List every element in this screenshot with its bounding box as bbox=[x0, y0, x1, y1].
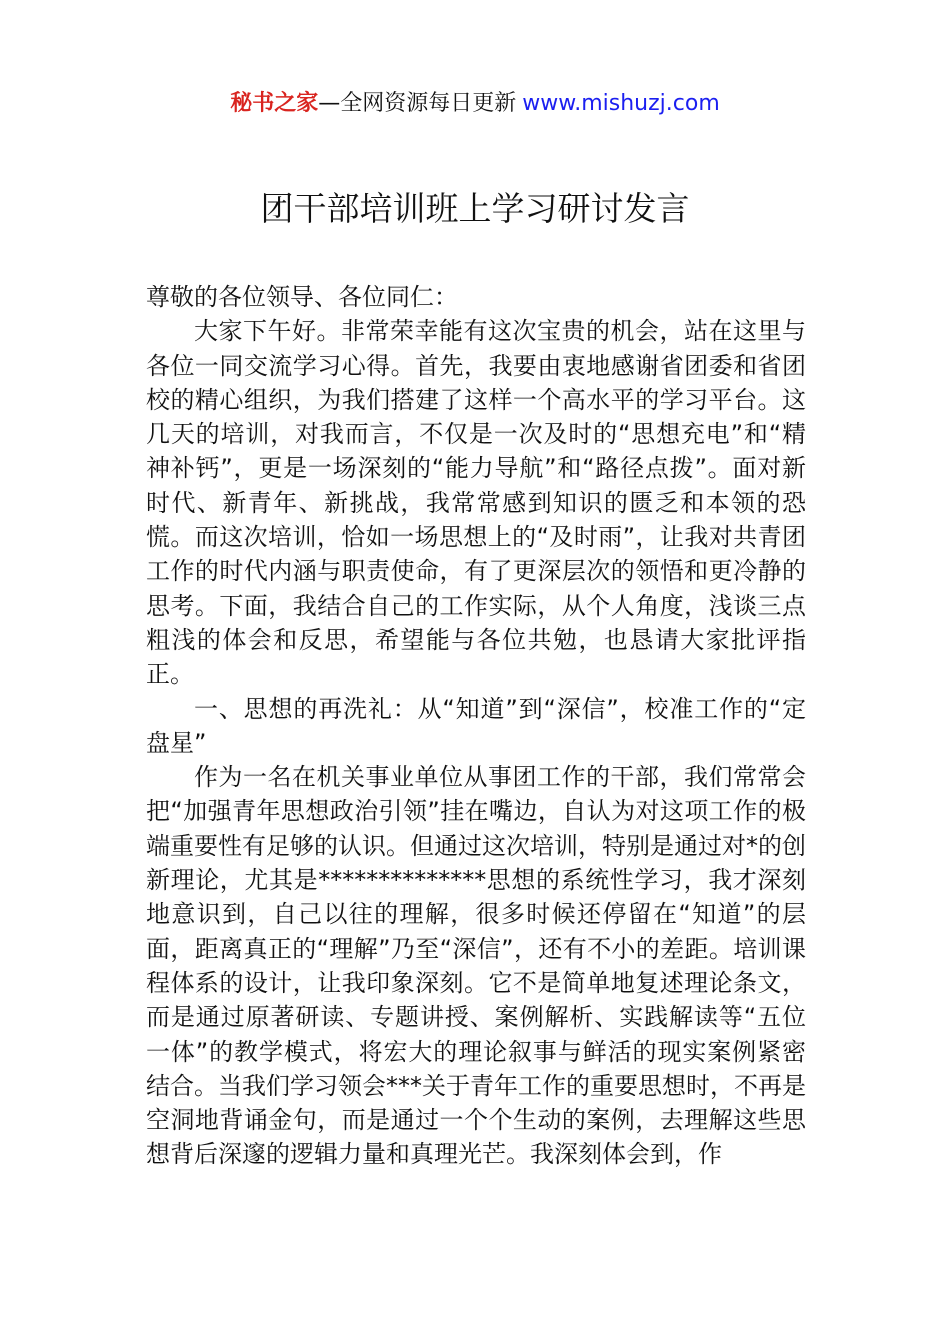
section-heading-1: 一、思想的再洗礼：从“知道”到“深信”，校准工作的“定盘星” bbox=[146, 694, 806, 757]
document-body bbox=[146, 280, 806, 1172]
site-tagline: —全网资源每日更新 bbox=[318, 91, 517, 116]
paragraph-intro: 大家下午好。非常荣幸能有这次宝贵的机会，站在这里与各位一同交流学习心得。首先，我要由衷地感谢省团委和省团校的精心组织，为我们搭建了这样一个高水平的学习平台。这几天的培训，对我而言，不仅是一次及时的“思想充电”和“精神补钙”，更是一场深刻的“能力导航”和“路径点拨”。面对新时代、新青年、新挑战，我常常感到知识的匮乏和本领的恐慌。而这次培训，恰如一场思想上的“及时雨”，让我对共青团工作的时代内涵与职责使命，有了更深层次的领悟和更冷静的思考。下面，我结合自己的工作实际，从个人角度，浅谈三点粗浅的体会和反思，希望能与各位共勉，也恳请大家批评指正。 bbox=[146, 317, 806, 689]
salutation: 尊敬的各位领导、各位同仁： bbox=[146, 283, 458, 311]
paragraph-section-1: 作为一名在机关事业单位从事团工作的干部，我们常常会把“加强青年思想政治引领”挂在嘴边，自认为对这项工作的极端重要性有足够的认识。但通过这次培训，特别是通过对*的创新理论，尤其是**************思想的系统性学习，我才深刻地意识到，自己以往的理解，很多时候还停留在“知道”的层面，距离真正的“理解”乃至“深信”，还有不小的差距。培训课程体系的设计，让我印象深刻。它不是简单地复述理论条文，而是通过原著研读、专题讲授、案例解析、实践解读等“五位一体”的教学模式，将宏大的理论叙事与鲜活的现实案例紧密结合。当我们学习领会***关于青年工作的重要思想时，不再是空洞地背诵金句，而是通过一个个生动的案例，去理解这些思想背后深邃的逻辑力量和真理光芒。我深刻体会到，作 bbox=[146, 763, 806, 1169]
site-url-link[interactable]: www.mishuzj.com bbox=[522, 91, 720, 116]
document-title: 团干部培训班上学习研讨发言 bbox=[260, 189, 690, 228]
brand-name: 秘书之家 bbox=[230, 91, 319, 116]
site-header bbox=[0, 88, 950, 120]
